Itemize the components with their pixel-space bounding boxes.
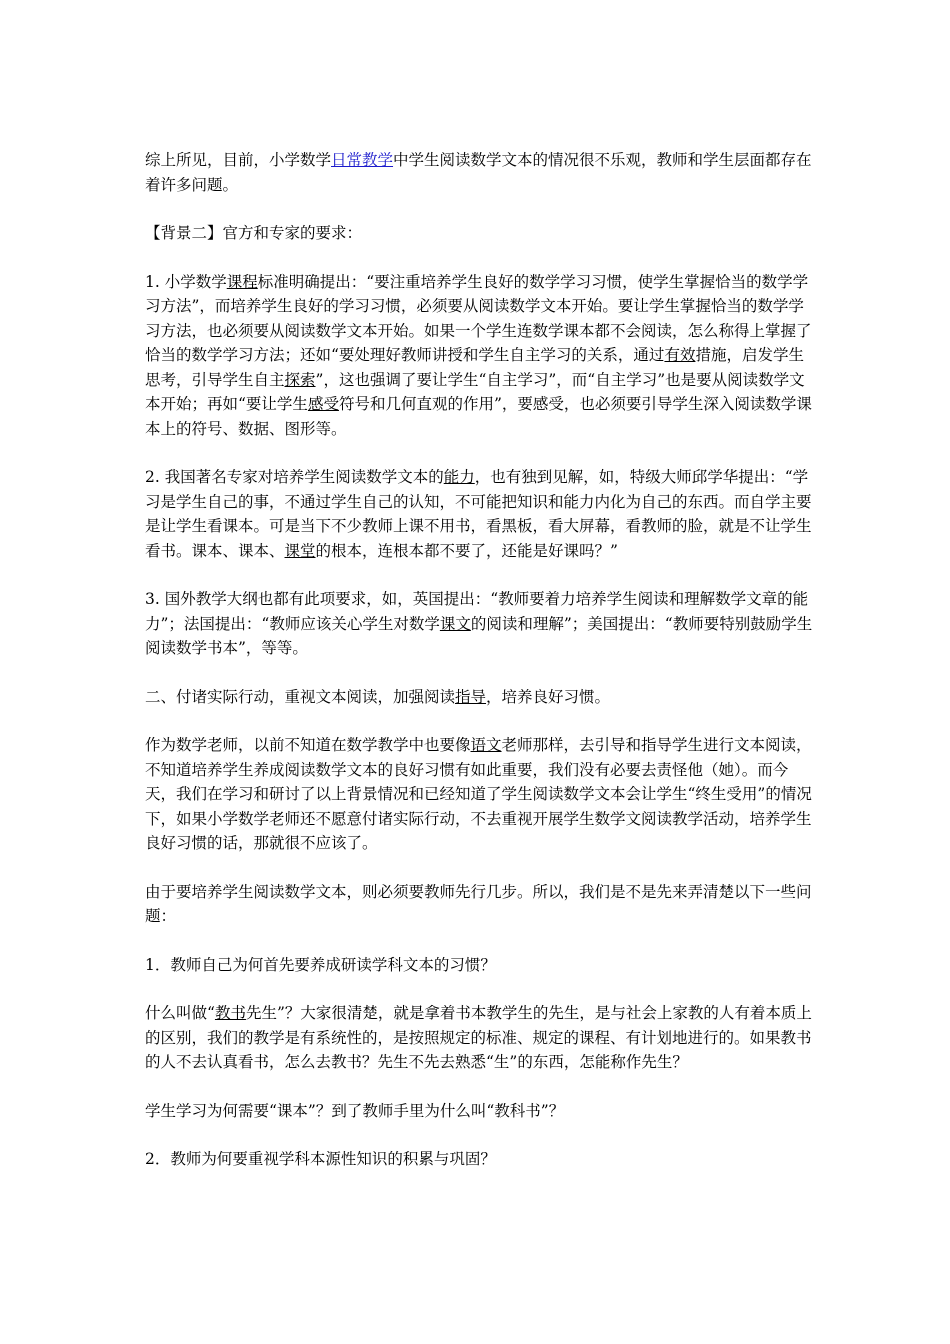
keyword-link[interactable]: 能力 <box>443 468 475 486</box>
text-run: 1．教师自己为何首先要养成研读学科文本的习惯？ <box>145 955 496 974</box>
link-daily-teaching[interactable]: 日常教学 <box>331 151 394 169</box>
keyword-link[interactable]: 课程 <box>226 272 258 291</box>
paragraph-background-heading <box>145 221 815 246</box>
text-run: 2．教师为何要重视学科本源性知识的积累与巩固？ <box>145 1150 496 1168</box>
text-run: 中学生阅读数学文本的情况很不乐观，教师和学生层面都存在着许多问题。 <box>145 151 812 194</box>
paragraph-section-2-heading <box>145 685 815 710</box>
paragraph-point-3 <box>145 587 815 661</box>
text-run: ，培养良好习惯。 <box>486 687 611 706</box>
text-run: 措施，启发学生思考，引导学生自主 <box>145 346 804 389</box>
paragraph-question-1 <box>145 953 815 978</box>
paragraph-teacher-role <box>145 733 815 856</box>
text-run: 1. 小学数学 <box>145 272 227 291</box>
keyword-link[interactable]: 指导 <box>455 687 487 706</box>
text-run: 二、付诸实际行动，重视文本阅读，加强阅读 <box>145 687 456 706</box>
keyword-link[interactable]: 课文 <box>439 614 471 633</box>
keyword-link[interactable]: 有效 <box>664 346 696 364</box>
keyword-link[interactable]: 课堂 <box>284 541 316 560</box>
text-run: 由于要培养学生阅读数学文本，则必须要教师先行几步。所以，我们是不是先来弄清楚以下一些问题： <box>145 882 812 925</box>
text-run: 【背景二】官方和专家的要求： <box>145 224 363 242</box>
document-page <box>145 148 815 1196</box>
paragraph-summary <box>145 148 815 197</box>
text-run: ”，这也强调了要让学生“自主学习”，而“自主学习”也是要从阅读数学文本开始；再如“要让学生 <box>145 370 805 413</box>
text-run: 老师那样，去引导和指导学生进行文本阅读，不知道培养学生养成阅读数学文本的良好习惯有如此重要，我们没有必要去责怪他（她）。而今天，我们在学习和研讨了以上背景情况和已经知道了学生阅读数学文本会让学生“终生受用”的情况下，如果小学数学老师还不愿意付诸实际行动，不去重视开展学生数学文阅读教学活动，培养学生良好习惯的话，那就很不应该了。 <box>145 736 812 852</box>
keyword-link[interactable]: 探索 <box>284 370 316 389</box>
keyword-link[interactable]: 教书 <box>214 1004 246 1022</box>
text-run: 3. 国外教学大纲也都有此项要求，如，英国提出：“教师要着力培养学生阅读和理解数学文章的能力”；法国提出：“教师应该关心学生对数学 <box>145 590 809 633</box>
paragraph-point-1 <box>145 270 815 442</box>
paragraph-textbook-question <box>145 1099 815 1124</box>
paragraph-point-2 <box>145 465 815 563</box>
paragraph-question-2 <box>145 1147 815 1172</box>
paragraph-questions-intro <box>145 880 815 929</box>
text-run: 符号和几何直观的作用”，要感受，也必须要引导学生深入阅读数学课本上的符号、数据、图形等。 <box>145 395 812 438</box>
text-run: 综上所见，目前，小学数学 <box>145 151 332 169</box>
text-run: 作为数学老师，以前不知道在数学教学中也要像 <box>145 736 471 754</box>
text-run: 标准明确提出：“要注重培养学生良好的数学学习习惯，使学生掌握恰当的数学学习方法”，而培养学生良好的学习习惯，必须要从阅读数学文本开始。要让学生掌握恰当的数学学习方法，也必须要从阅读数学文本开始。如果一个学生连数学课本都不会阅读，怎么称得上掌握了恰当的数学学习方法；还如“要处理好教师讲授和学生自主学习的关系，通过 <box>145 272 812 364</box>
text-run: 什么叫做“ <box>145 1004 215 1022</box>
text-run: 的阅读和理解”；美国提出：“教师要特别鼓励学生阅读数学书本”，等等。 <box>145 614 813 657</box>
paragraph-teacher-definition <box>145 1001 815 1075</box>
keyword-link[interactable]: 感受 <box>307 395 339 413</box>
text-run: 的根本，连根本都不要了，还能是好课吗？” <box>315 541 618 560</box>
text-run: 2. 我国著名专家对培养学生阅读数学文本的 <box>145 468 444 486</box>
text-run: 先生”？大家很清楚，就是拿着书本教学生的先生，是与社会上家教的人有着本质上的区别，我们的教学是有系统性的，是按照规定的标准、规定的课程、有计划地进行的。如果教书的人不去认真看书，怎么去教书？先生不先去熟悉“生”的东西，怎能称作先生？ <box>145 1004 812 1071</box>
text-run: ，也有独到见解，如，特级大师邱学华提出：“学习是学生自己的事，不通过学生自己的认知，不可能把知识和能力内化为自己的东西。而自学主要是让学生看课本。可是当下不少教师上课不用书，看黑板，看大屏幕，看教师的脸，就是不让学生看书。课本、课本、 <box>145 468 812 560</box>
keyword-link[interactable]: 语文 <box>470 736 502 754</box>
text-run: 学生学习为何需要“课本”？到了教师手里为什么叫“教科书”？ <box>145 1101 565 1120</box>
